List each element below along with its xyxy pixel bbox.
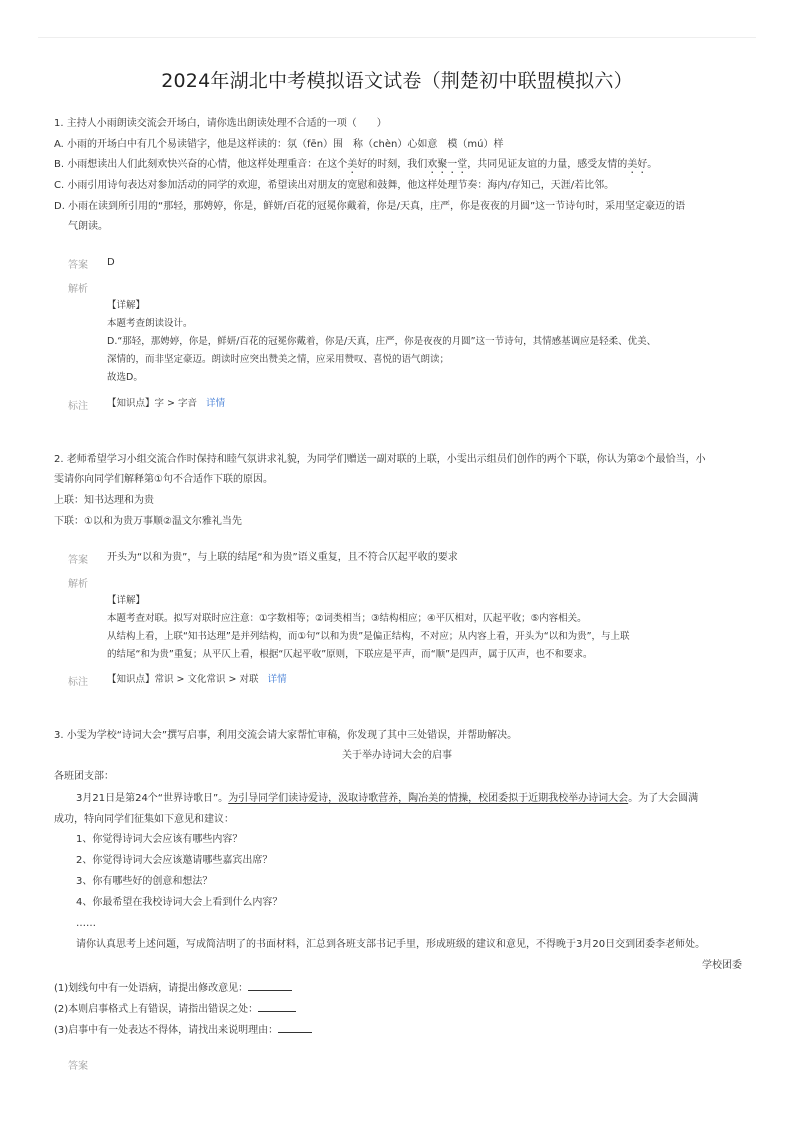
- analysis-label: 解析: [68, 579, 88, 590]
- answer-label: 答案: [68, 555, 88, 566]
- notice-item: 4、你最希望在我校诗词大会上看到什么内容？: [76, 897, 283, 908]
- answer-label: 答案: [68, 1061, 88, 1072]
- notice-salutation: 各班团支部：: [54, 771, 114, 782]
- top-divider: [38, 37, 756, 38]
- notice-body: 3月21日是第24个“世界诗歌日”。为引导同学们读诗爱诗，汲取诗歌营养，陶冶美的情操，校团委拟于近期我校举办诗词大会。为了大会圆满: [76, 793, 699, 804]
- underlined-sentence: 为引导同学们读诗爱诗，汲取诗歌营养，陶冶美的情操，校团委拟于近期我校举办诗词大会: [228, 793, 629, 804]
- q3-subquestion-2: (2)本则启事格式上有错误，请指出错误之处：: [54, 1001, 296, 1017]
- q1-analysis-line: D.“那轻，那娉婷，你是，鲜妍/百花的冠冕你戴着，你是/天真，庄严，你是夜夜的月圆”这一节诗句，其情感基调应是轻柔、优美、: [107, 336, 657, 347]
- q2-lower-couplet: 下联：①以和为贵万事顺②温文尔雅礼当先: [54, 516, 242, 527]
- q2-analysis-line: 的结尾“和为贵”重复；从平仄上看，根据“仄起平收”原则，下联应是平声，而“顺”是四声，属于仄声，也不和要求。: [107, 649, 593, 660]
- answer-blank[interactable]: [248, 980, 292, 991]
- notice-title: 关于举办诗词大会的启事: [342, 750, 452, 761]
- emphasis-mark: 美好: [627, 159, 648, 170]
- note-label: 标注: [68, 677, 88, 688]
- q1-answer: D: [107, 257, 115, 268]
- q2-stem: 2. 老师希望学习小组交流合作时保持和睦气氛讲求礼貌，为同学们赠送一副对联的上联，小雯出示组员们创作的两个下联，你认为第②个最恰当，小: [54, 454, 706, 465]
- q2-stem-cont: 雯请你向同学们解释第①句不合适作下联的原因。: [54, 474, 273, 485]
- q1-option-d: D. 小雨在读到所引用的“那轻，那娉婷，你是，鲜妍/百花的冠冕你戴着，你是/天真，庄严，你是夜夜的月圆”这一节诗句时，采用坚定豪迈的语: [54, 201, 686, 212]
- q1-option-a: A. 小雨的开场白中有几个易读错字，他是这样读的：氛（fēn）围 称（chèn）心如意 模（mú）样: [54, 139, 504, 150]
- q1-analysis-line: 深情的，而非坚定豪迈。朗读时应突出赞美之情，应采用赞叹、喜悦的语气朗读；: [107, 354, 450, 365]
- q2-answer: 开头为“以和为贵”，与上联的结尾“和为贵”语义重复，且不符合仄起平收的要求: [107, 552, 458, 563]
- emphasis-mark: 欢聚一堂: [427, 159, 468, 170]
- q2-knowledge: 【知识点】常识 > 文化常识 > 对联 详情: [107, 674, 287, 685]
- q2-analysis-line: 本题考查对联。拟写对联时应注意：①字数相等；②词类相当；③结构相应；④平仄相对，仄起平收；⑤内容相关。: [107, 613, 587, 624]
- analysis-label: 解析: [68, 284, 88, 295]
- notice-closing: 请你认真思考上述问题，写成简洁明了的书面材料，汇总到各班支部书记手里，形成班级的建议和意见，不得晚于3月20日交到团委李老师处。: [76, 939, 706, 950]
- notice-item: 1、你觉得诗词大会应该有哪些内容？: [76, 834, 243, 845]
- q1-option-c: C. 小雨引用诗句表达对参加活动的同学的欢迎，希望读出对朋友的宽慰和鼓舞，他这样处理节奏：海内/存知己，天涯/若比邻。: [54, 180, 615, 191]
- detail-link[interactable]: 详情: [206, 398, 226, 409]
- notice-signature: 学校团委: [702, 960, 742, 971]
- q1-option-d-cont: 气朗读。: [68, 221, 108, 232]
- answer-blank[interactable]: [258, 1001, 296, 1012]
- q1-stem: 1. 主持人小雨朗读交流会开场白，请你选出朗读处理不合适的一项（ ）: [54, 118, 387, 129]
- q1-analysis-head: 【详解】: [107, 300, 146, 311]
- answer-label: 答案: [68, 260, 88, 271]
- answer-blank[interactable]: [278, 1022, 312, 1033]
- q2-analysis-head: 【详解】: [107, 595, 146, 606]
- q3-subquestion-3: (3)启事中有一处表达不得体，请找出来说明理由：: [54, 1022, 312, 1038]
- q1-option-b: B. 小雨想读出人们此刻欢快兴奋的心情，他这样处理重音：在这个美好的时刻，我们欢聚一堂，共同见证友谊的力量，感受友情的美好。: [54, 159, 658, 170]
- notice-body-cont: 成功，特向同学们征集如下意见和建议：: [54, 814, 234, 825]
- emphasis-mark: 美: [347, 159, 358, 170]
- page-title: 2024年湖北中考模拟语文试卷（荆楚初中联盟模拟六）: [161, 70, 633, 92]
- q2-upper-couplet: 上联：知书达理和为贵: [54, 495, 154, 506]
- notice-item: 3、你有哪些好的创意和想法？: [76, 876, 213, 887]
- q1-analysis-line: 本题考查朗读设计。: [107, 318, 193, 329]
- note-label: 标注: [68, 401, 88, 412]
- q2-analysis-line: 从结构上看，上联“知书达理”是并列结构，而①句“以和为贵”是偏正结构，不对应；从内容上看，开头为“以和为贵”，与上联: [107, 631, 630, 642]
- notice-ellipsis: ……: [76, 918, 96, 929]
- q3-stem: 3. 小雯为学校“诗词大会”撰写启事，利用交流会请大家帮忙审稿，你发现了其中三处错误，并帮助解决。: [54, 730, 518, 741]
- q1-knowledge: 【知识点】字 > 字音 详情: [107, 398, 226, 409]
- q3-subquestion-1: (1)划线句中有一处语病，请提出修改意见：: [54, 980, 292, 996]
- notice-item: 2、你觉得诗词大会应该邀请哪些嘉宾出席？: [76, 855, 273, 866]
- q1-analysis-line: 故选D。: [107, 372, 143, 383]
- detail-link[interactable]: 详情: [267, 674, 287, 685]
